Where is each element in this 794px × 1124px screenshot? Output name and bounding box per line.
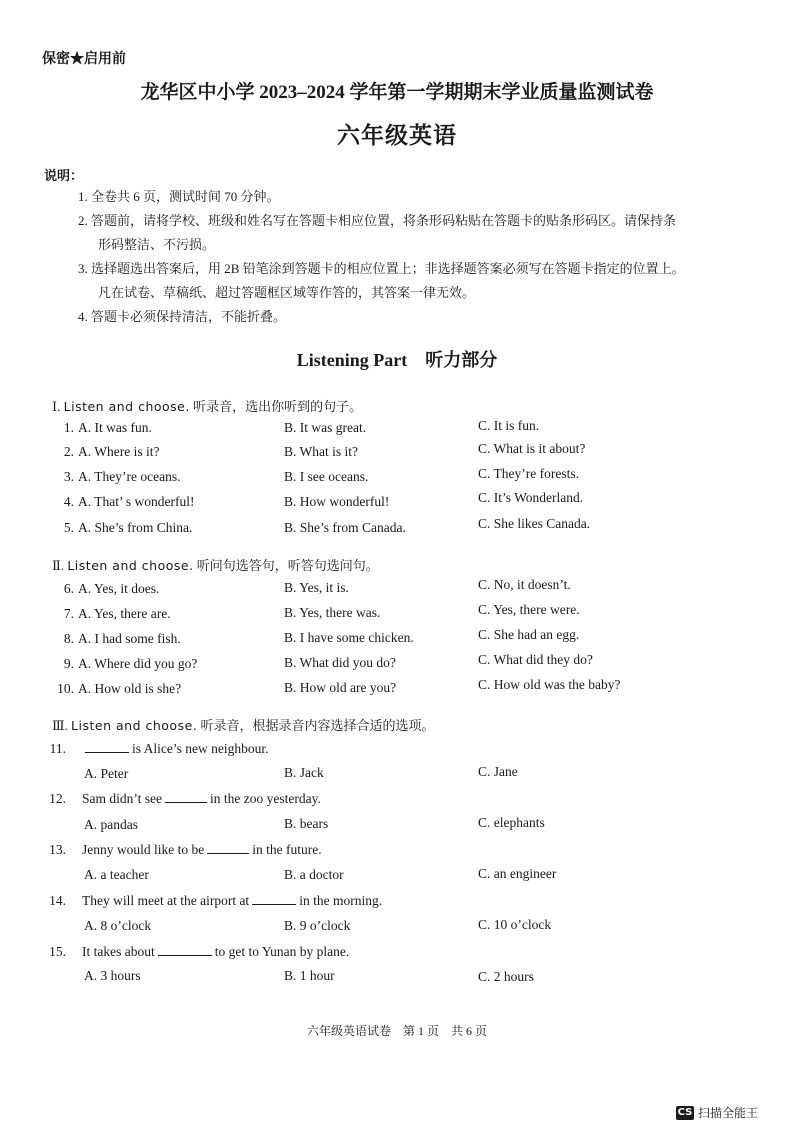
note-item: 1. 全卷共 6 页，测试时间 70 分钟。 [78, 189, 280, 204]
option-c: C. elephants [478, 815, 545, 830]
option-a: A. Where did you go? [78, 656, 198, 671]
option-b: B. What did you do? [284, 655, 396, 670]
page-footer: 六年级英语试卷 第 1 页 共 6 页 [306, 1024, 487, 1038]
option-c: C. an engineer [478, 866, 557, 881]
section-heading [52, 396, 362, 415]
question-number: 14. [49, 893, 66, 908]
section-number: Ⅰ. [52, 399, 61, 414]
stem-text: is Alice’s new neighbour. [132, 741, 269, 756]
notes-label: 说明： [44, 168, 84, 183]
option-b: B. a doctor [284, 867, 344, 882]
section-instruction-cn: 听录音，选出你听到的句子。 [193, 399, 363, 414]
question-number: 1. [63, 420, 74, 435]
confidential-mark: 保密★启用前 [42, 52, 126, 67]
option-c: C. No, it doesn’t. [478, 577, 571, 592]
option-c: C. What is it about? [478, 441, 586, 456]
option-c: C. It is fun. [478, 418, 540, 433]
option-c: C. Jane [478, 764, 518, 779]
option-b: B. What is it? [284, 444, 358, 459]
answer-blank [85, 751, 129, 753]
option-a: A. They’re oceans. [78, 469, 181, 484]
stem-text: Jenny would like to be [82, 842, 205, 857]
question-number: 4. [63, 494, 74, 509]
section-instruction-en: Listen and choose. [63, 399, 190, 414]
option-a: A. That’ s wonderful! [78, 494, 195, 509]
option-b: B. bears [284, 816, 329, 831]
question-number: 6. [63, 581, 74, 596]
exam-subtitle: 六年级英语 [337, 123, 457, 148]
question-stem [82, 842, 322, 858]
part-heading: Listening Part 听力部分 [296, 350, 498, 370]
question-stem [82, 944, 349, 960]
section-instruction-cn: 听录音，根据录音内容选择合适的选项。 [200, 718, 435, 733]
option-c: C. What did they do? [478, 652, 593, 667]
option-a: A. pandas [84, 817, 138, 832]
option-c: C. How old was the baby? [478, 677, 621, 692]
section-instruction-en: Listen and choose. [71, 718, 198, 733]
stem-text: They will meet at the airport at [82, 893, 250, 908]
stem-text: in the future. [252, 842, 322, 857]
option-b: B. I see oceans. [284, 469, 369, 484]
section-heading [52, 715, 435, 734]
scanner-watermark [676, 1104, 758, 1121]
option-b: B. 1 hour [284, 968, 335, 983]
exam-title: 龙华区中小学 2023–2024 学年第一学期期末学业质量监测试卷 [140, 82, 654, 103]
note-item: 4. 答题卡必须保持清洁，不能折叠。 [78, 309, 287, 324]
option-b: B. It was great. [284, 420, 367, 435]
note-item: 形码整洁、不污损。 [98, 237, 216, 252]
stem-text: to get to Yunan by plane. [214, 944, 350, 959]
option-a: A. It was fun. [78, 420, 152, 435]
question-number: 11. [49, 741, 66, 756]
option-b: B. Jack [284, 765, 324, 780]
option-a: A. I had some fish. [78, 631, 181, 646]
option-c: C. Yes, there were. [478, 602, 580, 617]
note-item: 2. 答题前，请将学校、班级和姓名写在答题卡相应位置，将条形码粘贴在答题卡的贴条形码区。请保持条 [78, 213, 677, 228]
question-number: 10. [57, 681, 74, 696]
question-number: 7. [63, 606, 74, 621]
scanner-logo-icon: CS [677, 1106, 693, 1118]
note-item: 凡在试卷、草稿纸、超过答题框区域等作答的，其答案一律无效。 [98, 285, 476, 300]
option-b: B. Yes, there was. [284, 605, 381, 620]
question-stem [82, 791, 321, 807]
answer-blank [252, 903, 296, 905]
option-c: C. 10 o’clock [478, 917, 552, 932]
option-b: B. How old are you? [284, 680, 397, 695]
option-b: B. She’s from Canada. [284, 520, 406, 535]
option-a: A. 3 hours [84, 968, 141, 983]
option-c: C. 2 hours [478, 969, 534, 984]
option-a: A. 8 o’clock [84, 918, 152, 933]
question-number: 15. [49, 944, 66, 959]
question-number: 2. [63, 444, 74, 459]
option-b: B. Yes, it is. [284, 580, 349, 595]
option-c: C. They’re forests. [478, 466, 579, 481]
stem-text: Sam didn’t see [82, 791, 162, 806]
option-a: A. a teacher [84, 867, 149, 882]
stem-text: It takes about [82, 944, 155, 959]
section-number: Ⅱ. [52, 558, 65, 573]
option-a: A. Where is it? [78, 444, 160, 459]
stem-text: in the morning. [299, 893, 383, 908]
option-a: A. Yes, it does. [78, 581, 160, 596]
option-a: A. Yes, there are. [78, 606, 171, 621]
option-a: A. Peter [84, 766, 129, 781]
option-c: C. It’s Wonderland. [478, 490, 584, 505]
answer-blank [158, 954, 212, 956]
scanner-name: 扫描全能王 [698, 1106, 759, 1120]
option-b: B. How wonderful! [284, 494, 390, 509]
option-a: A. How old is she? [78, 681, 182, 696]
question-number: 8. [63, 631, 74, 646]
option-b: B. 9 o’clock [284, 918, 351, 933]
option-a: A. She’s from China. [78, 520, 193, 535]
question-stem [82, 741, 268, 757]
answer-blank [207, 852, 249, 854]
section-number: Ⅲ. [52, 718, 68, 733]
question-number: 13. [49, 842, 66, 857]
stem-text: in the zoo yesterday. [210, 791, 321, 806]
section-instruction-cn: 听问句选答句，听答句选问句。 [196, 558, 379, 573]
answer-blank [165, 801, 207, 803]
section-heading [52, 555, 379, 574]
question-number: 9. [63, 656, 74, 671]
section-instruction-en: Listen and choose. [67, 558, 194, 573]
option-b: B. I have some chicken. [284, 630, 414, 645]
question-number: 3. [63, 469, 74, 484]
option-c: C. She likes Canada. [478, 516, 591, 531]
question-number: 5. [63, 520, 74, 535]
question-stem [82, 893, 382, 909]
note-item: 3. 选择题选出答案后，用 2B 铅笔涂到答题卡的相应位置上；非选择题答案必须写在答题卡指定的位置上。 [78, 261, 685, 276]
option-c: C. She had an egg. [478, 627, 580, 642]
question-number: 12. [49, 791, 66, 806]
